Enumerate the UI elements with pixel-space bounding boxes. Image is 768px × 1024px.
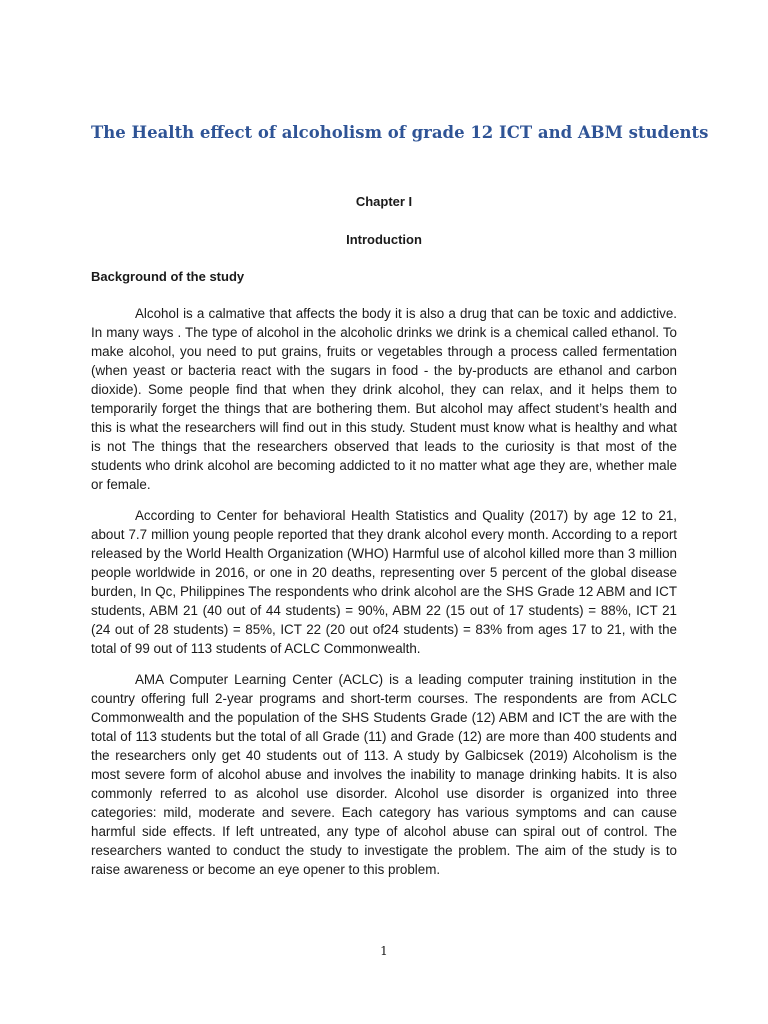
chapter-heading: Chapter I (355, 194, 413, 209)
paragraph-1: Alcohol is a calmative that affects the body it is also a drug that can be toxic and addictive. In many ways . The type of alcohol in the alcoholic drinks we drink is a chemical called ethanol. To make alcohol, you need to put grains, fruits or vegetables through a process called fermentation (when yeast or bacteria react with the sugars in food - the by-products are ethanol and carbon dioxide). Some people find that when they drink alcohol, they can relax, and it helps them to temporarily forget the things that are bothering them. But alcohol may affect student’s health and this is what the researchers will find out in this study. Student must know what is healthy and what is not The things that the researchers observed that leads to the curiosity is that most of the students who drink alcohol are becoming addicted to it no matter what age they are, whether male or female. (91, 306, 677, 492)
section-heading: Introduction (346, 232, 422, 247)
paragraph-3: AMA Computer Learning Center (ACLC) is a leading computer training institution in the country offering full 2-year programs and short-term courses. The respondents are from ACLC Commonwealth and the population of the SHS Students Grade (12) ABM and ICT the are with the total of 113 students but the total of all Grade (11) and Grade (12) are more than 400 students and the researchers only get 40 students out of 113. A study by Galbicsek (2019) Alcoholism is the most severe form of alcohol abuse and involves the inability to manage drinking habits. It is also commonly referred to as alcohol use disorder. Alcohol use disorder is organized into three categories: mild, moderate and severe. Each category has various symptoms and can cause harmful side effects. If left untreated, any type of alcohol abuse can spiral out of control. The researchers wanted to conduct the study to investigate the problem. The aim of the study is to raise awareness or become an eye opener to this problem. (91, 672, 677, 877)
page-number: 1 (380, 944, 388, 958)
document-title: The Health effect of alcoholism of grade 12 ICT and ABM students (91, 123, 709, 142)
paragraph-2: According to Center for behavioral Health Statistics and Quality (2017) by age 12 to 21, about 7.7 million young people reported that they drank alcohol every month. According to a report released by the World Health Organization (WHO) Harmful use of alcohol killed more than 3 million people worldwide in 2016, or one in 20 deaths, representing over 5 percent of the global disease burden, In Qc, Philippines The respondents who drink alcohol are the SHS Grade 12 ABM and ICT students, ABM 21 (40 out of 44 students) = 90%, ABM 22 (15 out of 17 students) = 88%, ICT 21 (24 out of 28 students) = 85%, ICT 22 (20 out of24 students) = 83% from ages 17 to 21, with the total of 99 out of 113 students of ACLC Commonwealth. (91, 508, 677, 656)
subsection-heading: Background of the study (91, 269, 245, 284)
